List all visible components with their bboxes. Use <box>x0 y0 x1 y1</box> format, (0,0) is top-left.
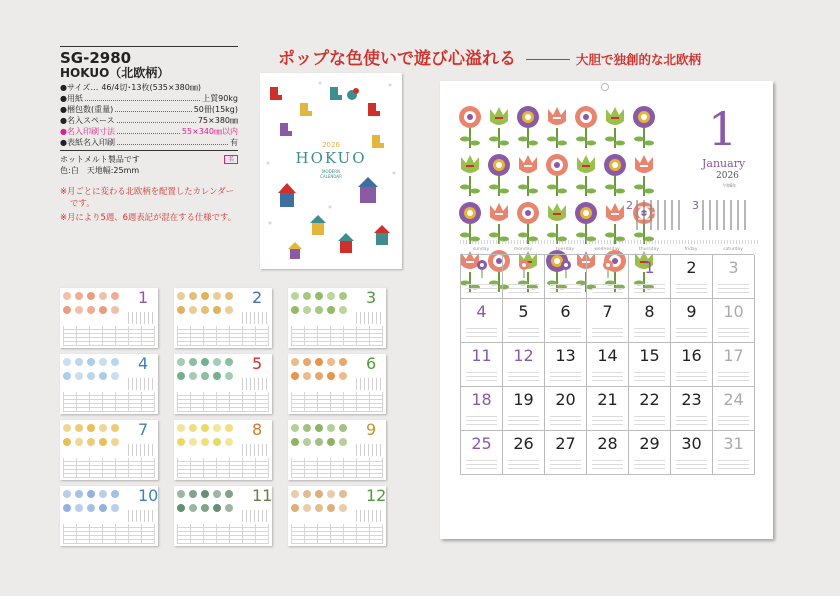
spec-value: 50冊(15kg) <box>193 105 238 114</box>
thumbnail-month-12 <box>288 486 386 546</box>
thumbnail-month-number: 9 <box>366 420 377 439</box>
date-cell <box>671 387 713 431</box>
cover-subtitle-line: MODERN <box>322 169 340 174</box>
spec-block <box>60 46 238 223</box>
cover-image <box>260 73 402 269</box>
date-cell <box>545 343 587 387</box>
flower-icon <box>575 106 597 148</box>
flower-icon <box>476 260 488 280</box>
headline-main: ポップな色使いで遊び心溢れる <box>278 49 516 69</box>
spec-value: 55×340㎜以内 <box>181 127 238 136</box>
date-number: 23 <box>681 390 702 409</box>
cover-socks-icon <box>270 87 384 148</box>
thumbnail-grid <box>177 458 269 478</box>
memo-lines <box>718 369 749 381</box>
spec-value: 有 <box>230 138 238 147</box>
date-number: 24 <box>723 390 744 409</box>
memo-lines <box>550 457 581 469</box>
flower-icon <box>546 154 568 196</box>
thumbnail-month-number: 10 <box>138 486 158 505</box>
date-number: 13 <box>555 346 576 365</box>
memo-lines <box>508 281 539 293</box>
leader-dots <box>117 126 180 134</box>
date-cell <box>713 431 755 475</box>
date-cell <box>671 431 713 475</box>
headline-sub: 大胆で独創的な北欧柄 <box>576 52 702 67</box>
weekday-label: monday <box>513 247 533 252</box>
thumbnail-grid <box>63 458 155 478</box>
thumbnail-month-number: 1 <box>138 288 149 307</box>
date-cell <box>629 431 671 475</box>
cover-subtitle-line: CALENDAR <box>320 174 342 179</box>
spec-key: ●名入印刷寸法 <box>60 127 115 136</box>
thumbnail-month-number: 7 <box>138 420 149 439</box>
date-number: 18 <box>471 390 492 409</box>
cover-title: HOKUO <box>295 149 367 167</box>
memo-lines <box>550 369 581 381</box>
date-cell <box>671 299 713 343</box>
hanging-hole-icon <box>601 83 609 91</box>
flower-icon <box>459 202 481 244</box>
date-cell <box>713 343 755 387</box>
spec-value: 上質90kg <box>202 94 238 103</box>
thumbnail-grid <box>63 392 155 412</box>
month-number: 1 <box>708 102 738 156</box>
date-number: 10 <box>723 302 744 321</box>
spec-key: ●名入スペース <box>60 116 115 125</box>
flower-icon <box>518 155 538 196</box>
flower-icon <box>576 155 596 196</box>
memo-lines <box>466 413 497 425</box>
thumbnail-grid <box>291 326 383 346</box>
thumbnail-month-6 <box>288 354 386 414</box>
mini-grid <box>242 312 270 324</box>
memo-lines <box>592 369 623 381</box>
mini-grid <box>356 510 384 522</box>
spec-key: ●梱包数(重量) <box>60 105 114 114</box>
spec-list <box>60 82 238 148</box>
flower-icon <box>460 155 480 196</box>
spec-row <box>60 104 238 115</box>
model-number: SG-2980 <box>60 49 132 67</box>
memo-lines <box>676 325 707 337</box>
date-number: 5 <box>518 302 529 321</box>
mini-grid <box>242 510 270 522</box>
flower-icon <box>575 202 597 244</box>
date-number: 16 <box>681 346 702 365</box>
memo-lines <box>592 281 623 293</box>
date-cell <box>461 255 503 299</box>
memo-lines <box>508 413 539 425</box>
thumbnail-grid <box>177 524 269 544</box>
divider <box>60 150 238 151</box>
memo-lines <box>676 281 707 293</box>
date-number: 11 <box>471 346 492 365</box>
thumbnail-grid <box>63 326 155 346</box>
memo-lines <box>466 281 497 293</box>
headline <box>278 44 701 69</box>
date-cell <box>629 299 671 343</box>
date-number: 31 <box>723 434 744 453</box>
thumbnail-grid <box>291 392 383 412</box>
thumbnail-grid <box>177 392 269 412</box>
date-number: 28 <box>597 434 618 453</box>
weekday-label: thursday <box>639 247 659 252</box>
thumbnail-month-3 <box>288 288 386 348</box>
date-number: 25 <box>471 434 492 453</box>
date-number: 21 <box>597 390 618 409</box>
name-print-mark-icon: 名 <box>224 155 238 164</box>
thumbnail-grid <box>177 326 269 346</box>
memo-lines <box>676 457 707 469</box>
thumbnail-month-5 <box>174 354 272 414</box>
thumbnail-month-11 <box>174 486 272 546</box>
mini-grid <box>242 444 270 456</box>
date-cell <box>545 299 587 343</box>
thumbnail-month-number: 4 <box>138 354 149 373</box>
date-cell <box>629 255 671 299</box>
feature-notes <box>60 185 238 223</box>
spec-row <box>60 93 238 104</box>
thumbnail-month-number: 2 <box>252 288 263 307</box>
mini-grid <box>128 510 156 522</box>
memo-lines <box>592 325 623 337</box>
flower-icon <box>605 107 625 148</box>
flower-icon <box>560 260 572 280</box>
mini-grid <box>128 378 156 390</box>
date-cell <box>503 431 545 475</box>
spec-key: ●用紙 <box>60 94 83 103</box>
feature-note: ※月ごとに変わる北欧柄を配置したカレンダーです。 <box>60 186 234 208</box>
memo-lines <box>718 281 749 293</box>
thumbnail-art <box>62 488 124 522</box>
date-cell <box>503 299 545 343</box>
date-cell <box>587 299 629 343</box>
date-number: 7 <box>602 302 613 321</box>
mini-grid <box>128 444 156 456</box>
thumbnail-month-number: 12 <box>366 486 386 505</box>
weekday-label: wednesday <box>594 247 620 252</box>
feature-note: ※月により5週、6週表記が混在する仕様です。 <box>60 212 237 222</box>
spec-row <box>60 82 238 93</box>
flower-icon <box>547 107 567 148</box>
prev-month-number: 2 <box>626 199 633 212</box>
date-cell <box>461 299 503 343</box>
weekday-label: friday <box>684 247 698 252</box>
flower-icon <box>459 106 481 148</box>
mini-grid <box>702 200 750 230</box>
spec-key: ●サイズ… <box>60 83 99 92</box>
headline-dash <box>526 59 570 60</box>
weekday-label: saturday <box>723 247 743 252</box>
memo-lines <box>634 413 665 425</box>
memo-lines <box>508 369 539 381</box>
thumbnail-grid <box>291 458 383 478</box>
date-number: 4 <box>476 302 487 321</box>
thumbnail-month-number: 8 <box>252 420 263 439</box>
thumbnail-art <box>176 488 238 522</box>
mini-grid <box>128 312 156 324</box>
date-number: 19 <box>513 390 534 409</box>
memo-lines <box>466 457 497 469</box>
flower-icon <box>605 203 625 244</box>
flower-icon <box>517 106 539 148</box>
flower-icon <box>488 154 510 196</box>
date-cell <box>545 431 587 475</box>
mini-grid <box>356 444 384 456</box>
date-cell <box>545 255 587 299</box>
date-number: 27 <box>555 434 576 453</box>
leader-dots <box>117 137 228 145</box>
date-cell <box>461 343 503 387</box>
product-name: HOKUO（北欧柄） <box>60 66 170 80</box>
memo-lines <box>550 325 581 337</box>
hotmelt-note: ホットメルト製品です <box>60 155 140 164</box>
date-number: 29 <box>639 434 660 453</box>
flower-icon <box>489 203 509 244</box>
cover-year: 2026 <box>322 141 340 149</box>
thumbnail-art <box>290 356 352 390</box>
date-number: 26 <box>513 434 534 453</box>
date-cell <box>461 431 503 475</box>
month-name: January <box>702 157 746 170</box>
date-number: 20 <box>555 390 576 409</box>
calendar-year: 2026 <box>716 171 739 181</box>
thumbnail-month-number: 6 <box>366 354 377 373</box>
date-cell <box>587 255 629 299</box>
memo-lines <box>718 457 749 469</box>
date-number: 9 <box>686 302 697 321</box>
memo-lines <box>676 413 707 425</box>
cover-houses-icon <box>278 177 390 259</box>
thumbnail-month-4 <box>60 354 158 414</box>
thumbnail-month-number: 11 <box>252 486 272 505</box>
thumbnail-grid <box>291 524 383 544</box>
thumbnail-month-number: 3 <box>366 288 377 307</box>
date-cell <box>713 299 755 343</box>
mini-grid <box>356 312 384 324</box>
date-number: 8 <box>644 302 655 321</box>
date-cell <box>629 387 671 431</box>
thumbnail-month-9 <box>288 420 386 480</box>
date-number: 30 <box>681 434 702 453</box>
spec-row <box>60 126 238 137</box>
date-cell <box>671 255 713 299</box>
mini-grid <box>242 378 270 390</box>
hotmelt-row <box>60 154 238 165</box>
divider <box>60 46 238 47</box>
next-month-number: 3 <box>692 199 699 212</box>
date-number: 3 <box>728 258 739 277</box>
date-grid <box>460 254 754 475</box>
memo-lines <box>550 281 581 293</box>
date-number: 6 <box>560 302 571 321</box>
flower-icon <box>602 260 614 280</box>
memo-lines <box>634 281 665 293</box>
thumbnail-month-7 <box>60 420 158 480</box>
date-number: 17 <box>723 346 744 365</box>
thumbnail-art <box>176 422 238 456</box>
date-number: 2 <box>686 258 697 277</box>
memo-lines <box>508 325 539 337</box>
mini-grid <box>356 378 384 390</box>
date-cell <box>629 343 671 387</box>
flower-icon <box>547 203 567 244</box>
thumbnail-art <box>290 488 352 522</box>
thumbnail-month-10 <box>60 486 158 546</box>
thumbnail-month-number: 5 <box>252 354 263 373</box>
thumbnail-art <box>290 290 352 324</box>
date-cell <box>587 343 629 387</box>
date-number: 14 <box>597 346 618 365</box>
era-year: 令和8年 <box>722 183 737 188</box>
spec-value: 46/4切･13枚(535×380㎜) <box>101 83 201 92</box>
date-cell <box>587 387 629 431</box>
january-calendar-page <box>440 81 773 539</box>
thumbnail-month-2 <box>174 288 272 348</box>
date-cell <box>545 387 587 431</box>
spec-row <box>60 115 238 126</box>
memo-lines <box>718 413 749 425</box>
flower-icon <box>518 260 530 280</box>
date-number: 22 <box>639 390 660 409</box>
date-cell <box>503 387 545 431</box>
memo-lines <box>466 325 497 337</box>
thumbnail-grid <box>63 524 155 544</box>
thumbnail-art <box>176 290 238 324</box>
memo-lines <box>466 369 497 381</box>
thumbnail-art <box>62 356 124 390</box>
spec-value: 75×380㎜ <box>197 116 238 125</box>
memo-lines <box>592 457 623 469</box>
memo-lines <box>634 457 665 469</box>
flower-icon <box>517 202 539 244</box>
mini-grid <box>636 200 684 230</box>
weekday-header <box>460 247 754 254</box>
memo-lines <box>550 413 581 425</box>
memo-lines <box>508 457 539 469</box>
thumbnail-month-8 <box>174 420 272 480</box>
date-cell <box>503 343 545 387</box>
memo-lines <box>634 325 665 337</box>
date-number: 1 <box>644 258 655 277</box>
thumbnail-art <box>62 290 124 324</box>
leader-dots <box>117 115 196 123</box>
flower-icon <box>489 107 509 148</box>
weekday-label: tuesday <box>555 247 574 252</box>
date-number: 12 <box>513 346 534 365</box>
leader-dots <box>85 93 200 101</box>
date-cell <box>713 387 755 431</box>
date-cell <box>461 387 503 431</box>
cover-subtitle <box>260 169 402 179</box>
date-cell <box>587 431 629 475</box>
color-note: 色:白 天地幅:25mm <box>60 166 140 175</box>
thumbnail-art <box>176 356 238 390</box>
flower-icon <box>634 155 654 196</box>
thumbnail-month-1 <box>60 288 158 348</box>
spec-key: ●表紙名入印刷 <box>60 138 115 147</box>
memo-lines <box>592 413 623 425</box>
date-cell <box>671 343 713 387</box>
thumbnail-art <box>290 422 352 456</box>
spec-row <box>60 137 238 148</box>
date-number: 15 <box>639 346 660 365</box>
thumbnail-art <box>62 422 124 456</box>
date-cell <box>713 255 755 299</box>
flower-icon <box>604 154 626 196</box>
leader-dots <box>115 104 191 112</box>
memo-lines <box>718 325 749 337</box>
fine-print-line <box>460 240 760 244</box>
date-cell <box>503 255 545 299</box>
weekday-label: sunday <box>472 247 490 252</box>
flower-icon <box>633 106 655 148</box>
memo-lines <box>676 369 707 381</box>
memo-lines <box>634 369 665 381</box>
